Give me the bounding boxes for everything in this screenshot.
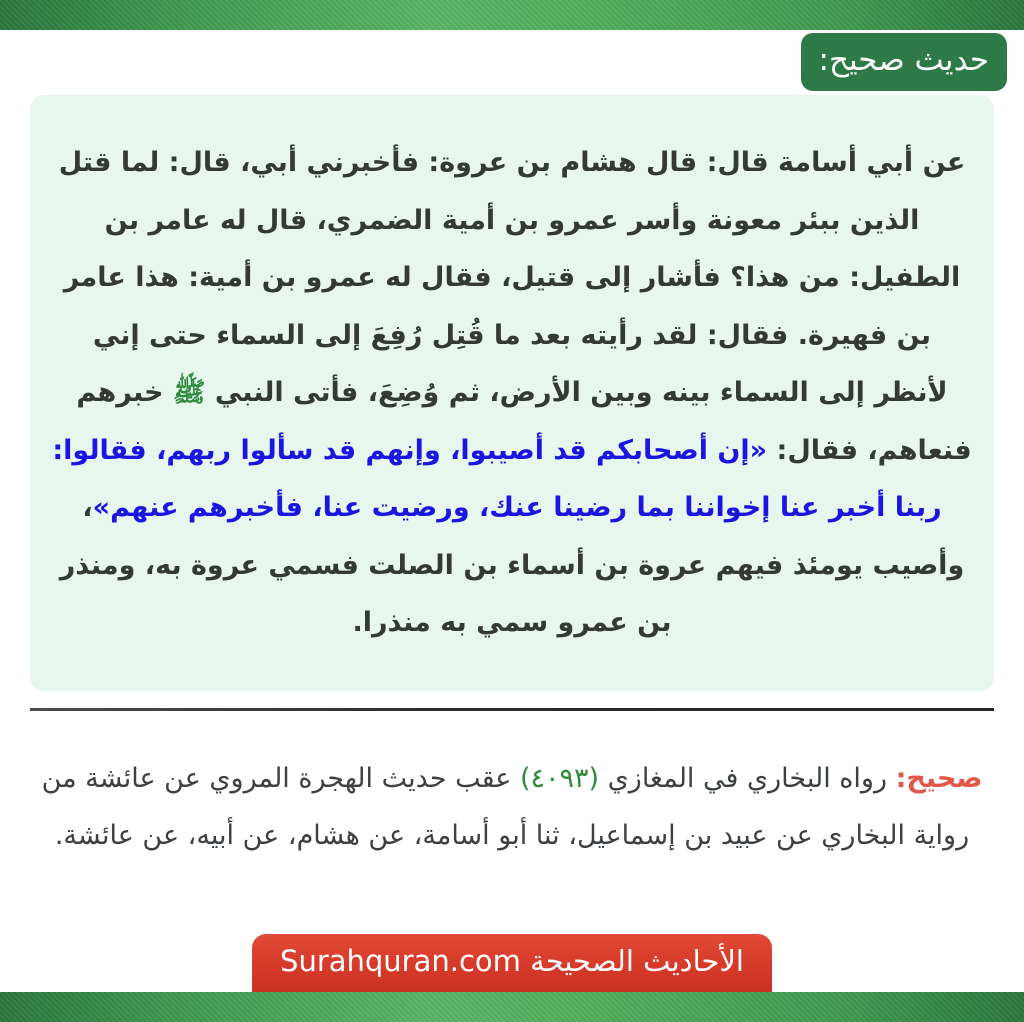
- grade-label: صحيح:: [895, 763, 983, 794]
- bottom-decor-bar: [0, 992, 1024, 1022]
- saws-ligature: ﷺ: [172, 377, 206, 409]
- top-decor-bar-texture: [0, 0, 1024, 30]
- hadith-narration-intro: عن أبي أسامة قال: قال هشام بن عروة: فأخبرني أبي، قال: لما قتل الذين ببئر معونة وأسر عمرو بن أمية الضمري، قال له عامر بن الطفيل: من هذا؟ فأشار إلى قتيل، فقال له عمرو بن أمية: هذا عامر بن فهيرة. فقال: لقد رأيته بعد ما قُتِل رُفِعَ إلى السماء حتى إني لأنظر إلى السماء بينه وبين الأرض، ثم وُضِعَ، فأتى النبي: [58, 147, 966, 409]
- prophet-quote: «إن أصحابكم قد أصيبوا، وإنهم قد سألوا ربهم، فقالوا: ربنا أخبر عنا إخواننا بما رضينا عنك، ورضيت عنا، فأخبرهم عنهم»: [52, 434, 942, 524]
- hadith-middle: خبرهم فنعاهم، فقال:: [76, 377, 972, 466]
- site-banner[interactable]: الأحاديث الصحيحة Surahquran.com: [252, 934, 772, 992]
- takhrij-paragraph: [31, 751, 993, 935]
- section-divider: [30, 708, 994, 711]
- hadith-text-box: [30, 95, 994, 691]
- source-text-before-number: رواه البخاري في المغازي: [599, 763, 896, 794]
- bottom-decor-bar-texture: [0, 992, 1024, 1022]
- hadith-number: (٤٠٩٣): [519, 763, 600, 794]
- hadith-closing: ، وأصيب يومئذ فيهم عروة بن أسماء بن الصلت فسمي عروة به، ومنذر بن عمرو سمي به منذرا.: [59, 492, 965, 639]
- hadith-grade-header-badge: حديث صحيح:: [801, 33, 1008, 91]
- top-decor-bar: [0, 0, 1024, 30]
- hadith-text: [30, 130, 994, 656]
- source-text-after-number: عقب حديث الهجرة المروي عن عائشة من رواية البخاري عن عبيد بن إسماعيل، ثنا أبو أسامة، عن هشام، عن أبيه، عن عائشة.: [41, 763, 970, 851]
